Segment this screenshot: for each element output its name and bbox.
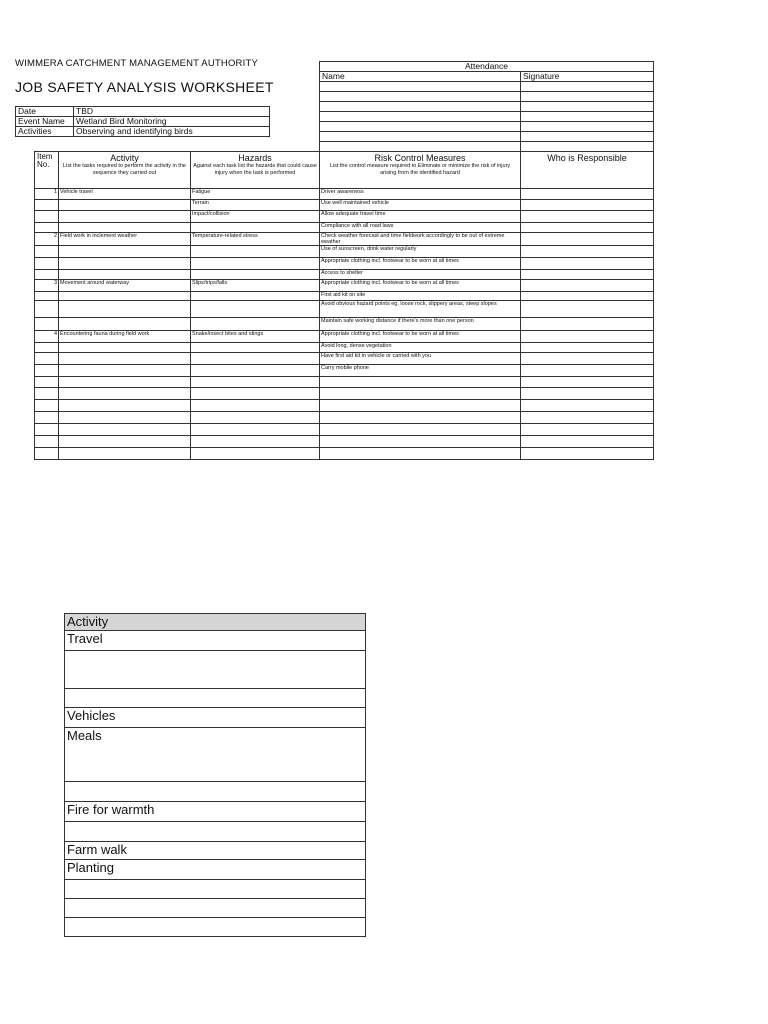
jsa-control-cell: Have first aid kit in vehicle or carried with you xyxy=(320,353,521,365)
activity-list-cell[interactable]: Vehicles xyxy=(65,708,366,728)
jsa-row xyxy=(35,246,654,258)
jsa-activity-cell xyxy=(59,424,191,436)
jsa-row xyxy=(35,448,654,460)
attendance-row xyxy=(320,142,654,152)
attendance-signature-cell[interactable] xyxy=(521,102,654,112)
jsa-activity-cell xyxy=(59,353,191,365)
event-info-body xyxy=(16,107,270,137)
jsa-hazard-cell xyxy=(191,258,320,270)
jsa-activity-cell xyxy=(59,270,191,280)
activity-list-row xyxy=(65,651,366,689)
jsa-hazard-cell xyxy=(191,270,320,280)
jsa-item-cell xyxy=(35,200,59,211)
event-info-label: Date xyxy=(16,107,74,117)
jsa-responsible-cell[interactable] xyxy=(521,292,654,301)
jsa-row xyxy=(35,233,654,246)
jsa-control-cell xyxy=(320,377,521,388)
jsa-hazard-cell: Temperature-related stress xyxy=(191,233,320,246)
jsa-control-cell: Check weather forecast and time fieldwork accordingly to be out of extreme weather xyxy=(320,233,521,246)
jsa-item-cell xyxy=(35,365,59,377)
jsa-item-cell xyxy=(35,377,59,388)
jsa-responsible-cell[interactable] xyxy=(521,436,654,448)
event-info-row xyxy=(16,127,270,137)
activity-header xyxy=(59,152,191,189)
jsa-row xyxy=(35,292,654,301)
jsa-row xyxy=(35,223,654,233)
jsa-activity-cell xyxy=(59,301,191,318)
jsa-item-cell: 3 xyxy=(35,280,59,292)
item-number-header xyxy=(35,152,59,189)
attendance-row xyxy=(320,112,654,122)
jsa-hazard-cell: Snake/insect bites and stings xyxy=(191,331,320,343)
jsa-hazard-cell xyxy=(191,223,320,233)
jsa-hazard-cell xyxy=(191,388,320,400)
jsa-responsible-cell[interactable] xyxy=(521,377,654,388)
attendance-title-row xyxy=(320,62,654,72)
jsa-activity-cell xyxy=(59,318,191,331)
activity-list-cell[interactable] xyxy=(65,918,366,937)
jsa-hazard-cell xyxy=(191,301,320,318)
jsa-header-row xyxy=(35,152,654,189)
event-info-row xyxy=(16,117,270,127)
jsa-hazard-cell: Slips/trips/falls xyxy=(191,280,320,292)
jsa-row xyxy=(35,436,654,448)
jsa-responsible-cell[interactable] xyxy=(521,280,654,292)
jsa-control-cell: First aid kit on site xyxy=(320,292,521,301)
attendance-signature-cell[interactable] xyxy=(521,132,654,142)
jsa-responsible-cell[interactable] xyxy=(521,258,654,270)
jsa-responsible-cell[interactable] xyxy=(521,388,654,400)
jsa-hazard-cell xyxy=(191,353,320,365)
jsa-responsible-cell[interactable] xyxy=(521,365,654,377)
jsa-control-cell: Maintain safe working distance if there's more than one person xyxy=(320,318,521,331)
jsa-row xyxy=(35,343,654,353)
jsa-item-cell xyxy=(35,436,59,448)
jsa-item-cell xyxy=(35,388,59,400)
organization-name: WIMMERA CATCHMENT MANAGEMENT AUTHORITY xyxy=(15,58,258,69)
hazards-header-title: Hazards xyxy=(238,153,272,163)
jsa-control-cell: Use of sunscreen, drink water regularly xyxy=(320,246,521,258)
jsa-row xyxy=(35,318,654,331)
hazards-header xyxy=(191,152,320,189)
jsa-control-cell: Use well maintained vehicle xyxy=(320,200,521,211)
jsa-hazard-cell: Fatigue xyxy=(191,189,320,200)
jsa-hazard-cell xyxy=(191,377,320,388)
event-info-value[interactable]: TBD xyxy=(74,107,270,117)
jsa-item-cell xyxy=(35,448,59,460)
activity-list-header-row xyxy=(65,614,366,631)
jsa-control-cell: Appropriate clothing incl. footwear to be worn at all times xyxy=(320,258,521,270)
jsa-control-cell: Allow adequate travel time xyxy=(320,211,521,223)
controls-header-note: List the control measure required to Eliminate or minimize the risk of injury arising from the identified hazard xyxy=(329,163,511,176)
jsa-responsible-cell[interactable] xyxy=(521,223,654,233)
hazards-header-note: Against each task list the hazards that could cause injury when the task is performed xyxy=(193,163,317,176)
jsa-hazard-cell xyxy=(191,292,320,301)
jsa-item-cell xyxy=(35,343,59,353)
jsa-activity-cell xyxy=(59,343,191,353)
attendance-row xyxy=(320,132,654,142)
jsa-table xyxy=(34,151,654,460)
attendance-name-cell[interactable] xyxy=(320,142,521,152)
activity-list-row xyxy=(65,899,366,918)
jsa-activity-cell xyxy=(59,211,191,223)
jsa-row xyxy=(35,400,654,412)
jsa-hazard-cell xyxy=(191,412,320,424)
activity-list-row xyxy=(65,918,366,937)
jsa-activity-cell: Field work in inclement weather xyxy=(59,233,191,246)
activity-list-cell[interactable]: Fire for warmth xyxy=(65,802,366,822)
activity-list-cell[interactable] xyxy=(65,782,366,802)
attendance-name-cell[interactable] xyxy=(320,112,521,122)
jsa-row xyxy=(35,301,654,318)
event-info-value[interactable]: Wetland Bird Monitoring xyxy=(74,117,270,127)
attendance-signature-cell[interactable] xyxy=(521,112,654,122)
activity-list-header: Activity xyxy=(65,614,366,631)
attendance-name-cell[interactable] xyxy=(320,132,521,142)
jsa-hazard-cell xyxy=(191,448,320,460)
jsa-control-cell: Avoid long, dense vegetation xyxy=(320,343,521,353)
attendance-row xyxy=(320,122,654,132)
jsa-item-cell xyxy=(35,412,59,424)
attendance-name-cell[interactable] xyxy=(320,122,521,132)
attendance-signature-cell[interactable] xyxy=(521,142,654,152)
jsa-control-cell xyxy=(320,424,521,436)
attendance-name-cell[interactable] xyxy=(320,102,521,112)
attendance-signature-cell[interactable] xyxy=(521,82,654,92)
jsa-hazard-cell: Impact/collision xyxy=(191,211,320,223)
jsa-row xyxy=(35,211,654,223)
activity-list-row xyxy=(65,822,366,842)
jsa-control-cell: Appropriate clothing incl. footwear to be worn at all times xyxy=(320,280,521,292)
jsa-row xyxy=(35,270,654,280)
attendance-table xyxy=(319,61,654,152)
activity-list-row xyxy=(65,631,366,651)
activity-list-cell[interactable] xyxy=(65,651,366,689)
jsa-item-cell xyxy=(35,292,59,301)
jsa-activity-cell: Encountering fauna during field work xyxy=(59,331,191,343)
event-info-value[interactable]: Observing and identifying birds xyxy=(74,127,270,137)
jsa-hazard-cell xyxy=(191,436,320,448)
jsa-row xyxy=(35,331,654,343)
jsa-item-cell xyxy=(35,211,59,223)
item-number-header-label: Item No. xyxy=(37,152,53,169)
jsa-activity-cell xyxy=(59,258,191,270)
jsa-activity-cell xyxy=(59,246,191,258)
jsa-item-cell: 2 xyxy=(35,233,59,246)
activity-list-cell[interactable] xyxy=(65,822,366,842)
event-info-table xyxy=(15,106,270,137)
attendance-row xyxy=(320,82,654,92)
activity-list-row xyxy=(65,728,366,782)
jsa-item-cell xyxy=(35,353,59,365)
jsa-control-cell xyxy=(320,388,521,400)
jsa-item-cell xyxy=(35,424,59,436)
event-info-label: Event Name xyxy=(16,117,74,127)
activity-list-cell[interactable] xyxy=(65,689,366,708)
jsa-responsible-cell[interactable] xyxy=(521,270,654,280)
jsa-activity-cell xyxy=(59,400,191,412)
responsible-header xyxy=(521,152,654,189)
activity-list-cell[interactable]: Planting xyxy=(65,860,366,880)
jsa-control-cell: Access to shelter xyxy=(320,270,521,280)
activity-header-note: List the tasks required to perform the activity in the sequence they carried out xyxy=(63,163,186,176)
attendance-signature-header: Signature xyxy=(521,72,654,82)
attendance-body xyxy=(320,82,654,152)
jsa-row xyxy=(35,258,654,270)
jsa-row xyxy=(35,424,654,436)
jsa-control-cell xyxy=(320,448,521,460)
attendance-name-header: Name xyxy=(320,72,521,82)
responsible-header-title: Who is Responsible xyxy=(547,153,627,163)
jsa-activity-cell xyxy=(59,292,191,301)
jsa-responsible-cell[interactable] xyxy=(521,400,654,412)
jsa-activity-cell xyxy=(59,377,191,388)
jsa-control-cell: Driver awareness xyxy=(320,189,521,200)
jsa-hazard-cell: Terrain xyxy=(191,200,320,211)
jsa-activity-cell xyxy=(59,436,191,448)
jsa-hazard-cell xyxy=(191,246,320,258)
activity-list-row xyxy=(65,708,366,728)
jsa-activity-cell xyxy=(59,200,191,211)
attendance-signature-cell[interactable] xyxy=(521,92,654,102)
jsa-item-cell xyxy=(35,246,59,258)
activity-list-row xyxy=(65,782,366,802)
attendance-row xyxy=(320,92,654,102)
jsa-item-cell: 4 xyxy=(35,331,59,343)
jsa-row xyxy=(35,388,654,400)
jsa-responsible-cell[interactable] xyxy=(521,233,654,246)
jsa-row xyxy=(35,353,654,365)
jsa-responsible-cell[interactable] xyxy=(521,200,654,211)
jsa-control-cell: Avoid obvious hazard points eg. loose rock, slippery areas, steep slopes xyxy=(320,301,521,318)
jsa-activity-cell xyxy=(59,365,191,377)
jsa-responsible-cell[interactable] xyxy=(521,318,654,331)
jsa-row xyxy=(35,377,654,388)
attendance-header-row xyxy=(320,72,654,82)
activity-list-row xyxy=(65,842,366,860)
jsa-responsible-cell[interactable] xyxy=(521,189,654,200)
jsa-activity-cell xyxy=(59,448,191,460)
jsa-responsible-cell[interactable] xyxy=(521,353,654,365)
attendance-title: Attendance xyxy=(320,62,654,72)
activity-list-row xyxy=(65,689,366,708)
jsa-row xyxy=(35,280,654,292)
jsa-hazard-cell xyxy=(191,343,320,353)
activity-list-cell[interactable]: Farm walk xyxy=(65,842,366,860)
jsa-responsible-cell[interactable] xyxy=(521,448,654,460)
jsa-hazard-cell xyxy=(191,424,320,436)
activity-list-body xyxy=(65,631,366,937)
jsa-row xyxy=(35,200,654,211)
jsa-item-cell xyxy=(35,318,59,331)
jsa-activity-cell xyxy=(59,223,191,233)
controls-header-title: Risk Control Measures xyxy=(374,153,466,163)
attendance-signature-cell[interactable] xyxy=(521,122,654,132)
jsa-control-cell: Carry mobile phone xyxy=(320,365,521,377)
activity-list-cell[interactable]: Travel xyxy=(65,631,366,651)
jsa-item-cell xyxy=(35,258,59,270)
activity-list-cell[interactable] xyxy=(65,899,366,918)
jsa-responsible-cell[interactable] xyxy=(521,211,654,223)
jsa-hazard-cell xyxy=(191,400,320,412)
jsa-item-cell: 1 xyxy=(35,189,59,200)
jsa-control-cell xyxy=(320,436,521,448)
jsa-activity-cell xyxy=(59,388,191,400)
event-info-label: Activities xyxy=(16,127,74,137)
jsa-responsible-cell[interactable] xyxy=(521,301,654,318)
jsa-responsible-cell[interactable] xyxy=(521,331,654,343)
activity-list-row xyxy=(65,860,366,880)
jsa-control-cell: Appropriate clothing incl. footwear to be worn at all times xyxy=(320,331,521,343)
jsa-activity-cell xyxy=(59,412,191,424)
jsa-row xyxy=(35,189,654,200)
jsa-row xyxy=(35,365,654,377)
jsa-responsible-cell[interactable] xyxy=(521,343,654,353)
jsa-control-cell xyxy=(320,400,521,412)
jsa-body xyxy=(35,189,654,460)
controls-header xyxy=(320,152,521,189)
jsa-hazard-cell xyxy=(191,365,320,377)
jsa-control-cell xyxy=(320,412,521,424)
event-info-row xyxy=(16,107,270,117)
worksheet-title: JOB SAFETY ANALYSIS WORKSHEET xyxy=(15,79,274,95)
activity-list-table xyxy=(64,613,366,937)
jsa-row xyxy=(35,412,654,424)
jsa-control-cell: Compliance with all road laws xyxy=(320,223,521,233)
attendance-row xyxy=(320,102,654,112)
activity-header-title: Activity xyxy=(110,153,139,163)
activity-list-row xyxy=(65,802,366,822)
jsa-activity-cell: Vehicle travel xyxy=(59,189,191,200)
jsa-activity-cell: Movement around waterway xyxy=(59,280,191,292)
jsa-responsible-cell[interactable] xyxy=(521,246,654,258)
activity-list-cell[interactable]: Meals xyxy=(65,728,366,782)
activity-list-cell[interactable] xyxy=(65,880,366,899)
jsa-hazard-cell xyxy=(191,318,320,331)
jsa-item-cell xyxy=(35,270,59,280)
jsa-responsible-cell[interactable] xyxy=(521,412,654,424)
jsa-item-cell xyxy=(35,301,59,318)
jsa-item-cell xyxy=(35,223,59,233)
attendance-name-cell[interactable] xyxy=(320,92,521,102)
attendance-name-cell[interactable] xyxy=(320,82,521,92)
jsa-responsible-cell[interactable] xyxy=(521,424,654,436)
activity-list-row xyxy=(65,880,366,899)
jsa-item-cell xyxy=(35,400,59,412)
